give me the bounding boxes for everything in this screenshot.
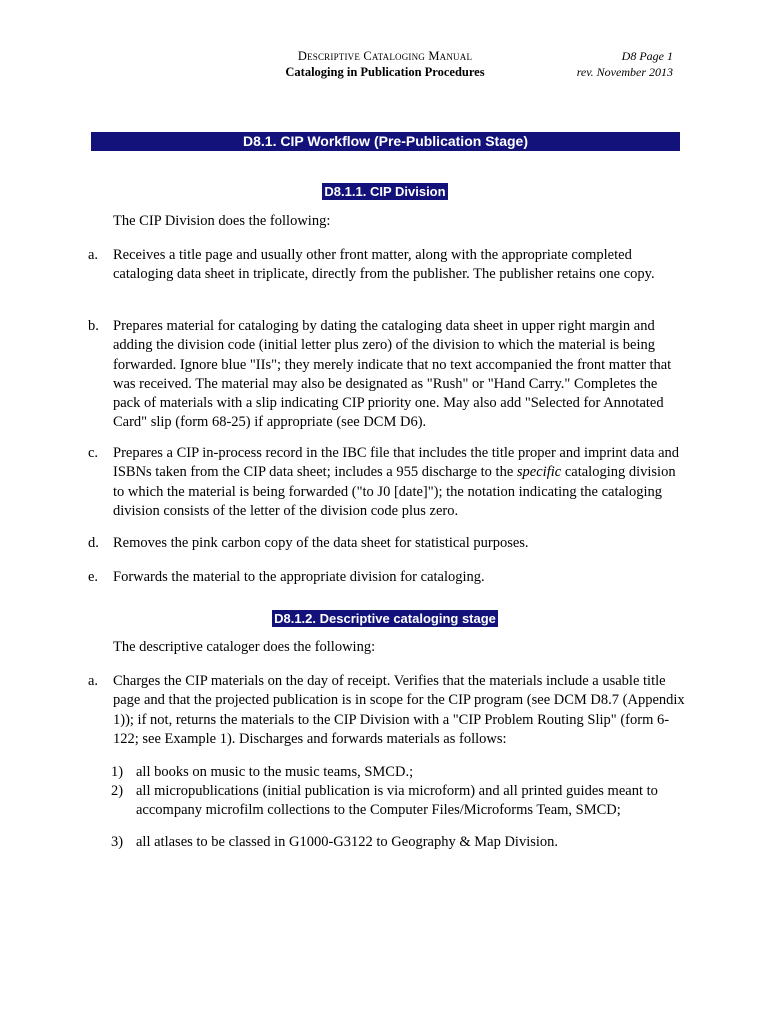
manual-title: Descriptive Cataloging Manual bbox=[297, 49, 473, 63]
item-label: a. bbox=[88, 247, 99, 263]
header-subtitle: Cataloging in Publication Procedures bbox=[285, 65, 485, 79]
list-item bbox=[88, 534, 688, 553]
item-label: a. bbox=[88, 673, 99, 689]
intro-paragraph: The descriptive cataloger does the following: bbox=[113, 639, 376, 655]
item-label: d. bbox=[88, 535, 99, 551]
item-text: all atlases to be classed in G1000-G3122 to Geography & Map Division. bbox=[136, 834, 559, 850]
intro-paragraph: The CIP Division does the following: bbox=[113, 213, 331, 229]
page-number: D8 Page 1 bbox=[621, 49, 673, 63]
item-label: c. bbox=[88, 445, 99, 461]
numbered-item bbox=[111, 833, 691, 852]
subsection-heading-text: D8.1.2. Descriptive cataloging stage bbox=[274, 611, 496, 626]
list-item bbox=[88, 317, 688, 433]
item-number: 3) bbox=[111, 834, 124, 850]
list-item bbox=[88, 444, 688, 521]
item-text: Prepares material for cataloging by dating the cataloging data sheet in upper right margin and adding the division code (initial letter plus zero) of the division to which the material is being forwarded. Ignore blue "IIs"; they merely indicate that no text accompanied the front matter that was received. The material may also be designated as "Rush" or "Hand Carry." Completes the pack of materials with a slip indicating CIP priority one. May also add "Selected for Annotated Card" slip (form 68-25) if appropriate (see DCM D6). bbox=[113, 318, 672, 431]
item-text: Receives a title page and usually other front matter, along with the appropriate completed cataloging data sheet in triplicate, directly from the publisher. The publisher retains one copy. bbox=[113, 247, 655, 283]
item-text bbox=[113, 444, 688, 521]
list-item bbox=[88, 672, 688, 749]
item-text: Removes the pink carbon copy of the data sheet for statistical purposes. bbox=[113, 535, 529, 551]
list-item bbox=[88, 246, 688, 285]
numbered-item bbox=[111, 763, 691, 782]
list-item bbox=[88, 568, 688, 587]
section-title: D8.1. CIP Workflow (Pre-Publication Stage) bbox=[91, 132, 680, 151]
numbered-item bbox=[111, 782, 691, 821]
item-text: all micropublications (initial publication is via microform) and all printed guides meant to accompany microfilm collections to the Computer Files/Microforms Team, SMCD; bbox=[136, 783, 658, 819]
item-text-part: cataloging division to which the material is being forwarded ("to J0 [date]"); the notation indicating the cataloging division consists of the letter of the division code plus zero. bbox=[113, 464, 676, 519]
subsection-heading-descriptive-stage bbox=[0, 610, 770, 628]
running-header bbox=[230, 48, 540, 80]
item-text: Forwards the material to the appropriate division for cataloging. bbox=[113, 569, 485, 585]
subsection-heading-cip-division bbox=[0, 183, 770, 201]
item-text: Charges the CIP materials on the day of receipt. Verifies that the materials include a usable title page and that the projected publication is in scope for the CIP program (see DCM D8.7 (Appendix 1)); if not, returns the materials to the CIP Division with a "CIP Problem Routing Slip" (form 6-122; see Example 1). Discharges and forwards materials as follows: bbox=[113, 673, 685, 747]
item-number: 2) bbox=[111, 783, 124, 799]
item-number: 1) bbox=[111, 764, 124, 780]
item-text-part: Prepares a CIP in-process record in the IBC file that includes the title proper and imprint data and ISBNs taken from the CIP data sheet; includes a 955 discharge to the bbox=[113, 445, 680, 481]
revision-date: rev. November 2013 bbox=[576, 65, 673, 79]
subsection-heading-text: D8.1.1. CIP Division bbox=[324, 184, 446, 199]
item-label: b. bbox=[88, 318, 99, 334]
item-text: all books on music to the music teams, SMCD.; bbox=[136, 764, 414, 780]
emphasis-text: specific bbox=[516, 464, 562, 481]
page-reference bbox=[577, 48, 673, 80]
item-label: e. bbox=[88, 569, 99, 585]
